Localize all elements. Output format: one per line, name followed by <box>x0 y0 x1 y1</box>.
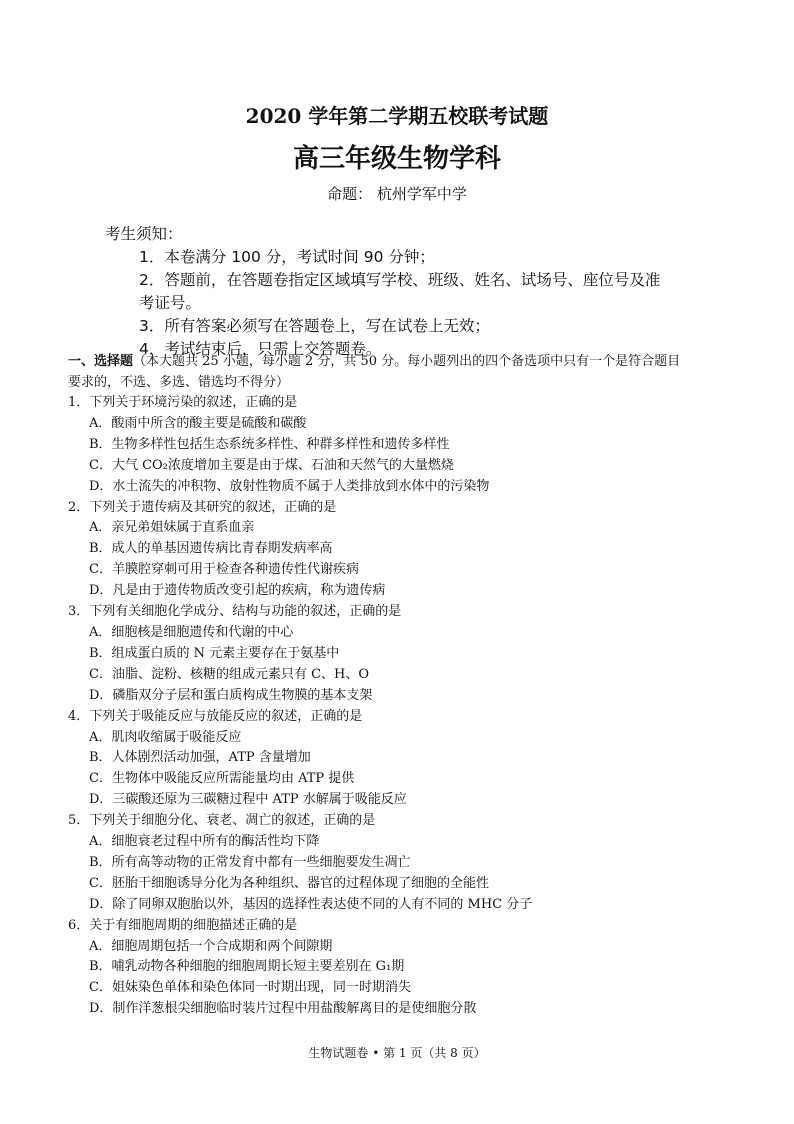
option-a: A．肌肉收缩属于吸能反应 <box>89 729 242 745</box>
question-stem: 4．下列关于吸能反应与放能反应的叙述，正确的是 <box>68 708 363 724</box>
exam-title: 2020 学年第二学期五校联考试题 <box>245 104 549 128</box>
option-b: B．成人的单基因遗传病比青春期发病率高 <box>89 541 333 557</box>
notice-item-3: 3．所有答案必须写在答题卷上，写在试卷上无效； <box>139 317 490 335</box>
section-header <box>68 351 728 393</box>
section-label: 一、选择题 <box>68 354 134 369</box>
option-b: B．生物多样性包括生态系统多样性、种群多样性和遗传多样性 <box>89 436 450 452</box>
section-instructions-text: （本大题共 25 小题，每小题 2 分，共 50 分。每小题列出的四个备选项中只有一个是符合题目 <box>133 354 681 369</box>
notice-item-1: 1．本卷满分 100 分，考试时间 90 分钟； <box>139 248 435 266</box>
question-3 <box>68 602 728 707</box>
question-6 <box>68 916 728 1021</box>
author-line: 命题： 杭州学军中学 <box>327 185 467 203</box>
notice-title: 考生须知： <box>105 225 183 243</box>
option-b: B．人体剧烈活动加强，ATP 含量增加 <box>89 750 311 766</box>
option-c: C．油脂、淀粉、核糖的组成元素只有 C、H、O <box>89 666 370 682</box>
option-d: D．磷脂双分子层和蛋白质构成生物膜的基本支架 <box>89 687 373 703</box>
option-d: D．除了同卵双胞胎以外，基因的选择性表达使不同的人有不同的 MHC 分子 <box>89 896 533 912</box>
option-a: A．细胞核是细胞遗传和代谢的中心 <box>89 624 294 640</box>
option-a: A．亲兄弟姐妹属于直系血亲 <box>89 520 255 536</box>
question-stem: 2．下列关于遗传病及其研究的叙述，正确的是 <box>68 499 337 515</box>
option-c: C．羊膜腔穿刺可用于检查各种遗传性代谢疾病 <box>89 562 359 578</box>
option-c: C．生物体中吸能反应所需能量均由 ATP 提供 <box>89 771 355 787</box>
question-list <box>68 393 728 1020</box>
question-5 <box>68 811 728 916</box>
option-d: D．凡是由于遗传物质改变引起的疾病，称为遗传病 <box>89 583 386 599</box>
question-stem: 6．关于有细胞周期的细胞描述正确的是 <box>68 917 298 933</box>
page-footer: 生物试题卷 • 第 1 页（共 8 页） <box>308 1046 486 1060</box>
option-d: D．制作洋葱根尖细胞临时装片过程中用盐酸解离目的是使细胞分散 <box>89 1001 477 1017</box>
question-stem: 5．下列关于细胞分化、衰老、凋亡的叙述，正确的是 <box>68 813 376 829</box>
notice-item-2: 2．答题前，在答题卷指定区域填写学校、班级、姓名、试场号、座位号及准 <box>139 271 661 289</box>
option-c: C．大气 CO₂浓度增加主要是由于煤、石油和天然气的大量燃烧 <box>89 457 454 473</box>
section-instructions-line-1 <box>68 351 728 372</box>
question-2 <box>68 498 728 603</box>
question-4 <box>68 707 728 812</box>
option-c: C．姐妹染色单体和染色体同一时期出现，同一时期消失 <box>89 980 411 996</box>
option-d: D．三碳酸还原为三碳糖过程中 ATP 水解属于吸能反应 <box>89 792 407 808</box>
section-instructions-line-2: 要求的，不选、多选、错选均不得分） <box>68 375 290 390</box>
candidate-notice <box>105 223 725 361</box>
exam-subject-title: 高三年级生物学科 <box>292 144 501 174</box>
question-stem: 3．下列有关细胞化学成分、结构与功能的叙述，正确的是 <box>68 604 402 620</box>
option-a: A．酸雨中所含的酸主要是硫酸和碳酸 <box>89 415 307 431</box>
question-stem: 1．下列关于环境污染的叙述，正确的是 <box>68 395 298 410</box>
option-b: B．组成蛋白质的 N 元素主要存在于氨基中 <box>89 645 340 661</box>
question-1 <box>68 393 728 498</box>
option-d: D．水土流失的冲积物、放射性物质不属于人类排放到水体中的污染物 <box>89 478 490 494</box>
option-a: A．细胞衰老过程中所有的酶活性均下降 <box>89 834 320 850</box>
option-c: C．胚胎干细胞诱导分化为各种组织、器官的过程体现了细胞的全能性 <box>89 875 489 891</box>
option-a: A．细胞周期包括一个合成期和两个间隙期 <box>89 938 333 954</box>
option-b: B．哺乳动物各种细胞的细胞周期长短主要差别在 G₁期 <box>89 959 405 975</box>
notice-item-2-continuation: 考证号。 <box>139 294 202 312</box>
notice-item-4: 4．考试结束后，只需上交答题卷。 <box>139 340 382 358</box>
option-b: B．所有高等动物的正常发育中都有一些细胞要发生凋亡 <box>89 854 411 870</box>
